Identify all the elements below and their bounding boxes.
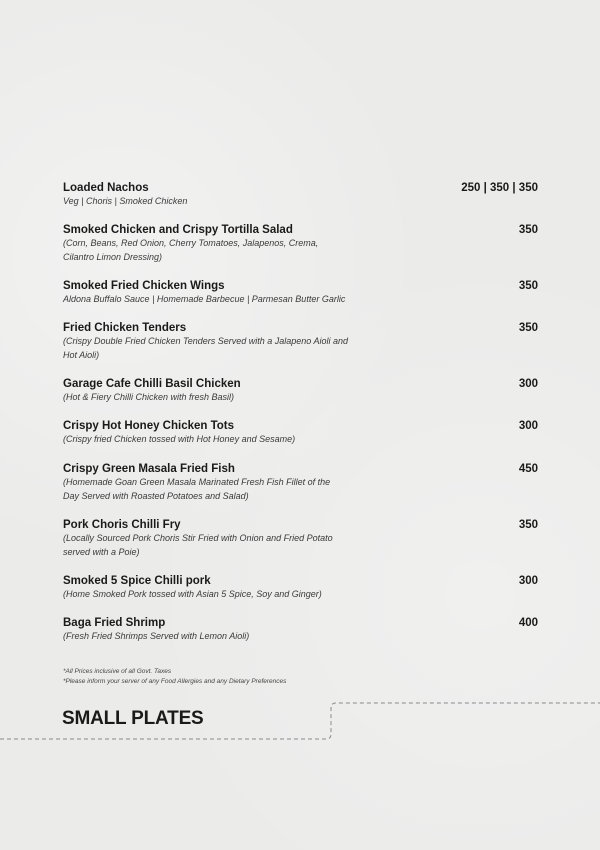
menu-item — [63, 518, 538, 559]
menu-item — [63, 574, 538, 602]
menu-item — [63, 616, 538, 644]
item-price: 300 — [518, 575, 538, 587]
menu-item — [63, 419, 538, 447]
item-price: 350 — [518, 224, 538, 236]
item-description: (Hot & Fiery Chilli Chicken with fresh Basil) — [63, 392, 235, 402]
item-name: Garage Cafe Chilli Basil Chicken — [63, 378, 241, 390]
item-description: (Locally Sourced Pork Choris Stir Fried with Onion and Fried Potato served with a Poie) — [63, 533, 333, 557]
item-price: 400 — [518, 617, 538, 629]
item-price: 450 — [518, 463, 538, 475]
item-name: Crispy Green Masala Fried Fish — [63, 463, 235, 475]
footnote-taxes: *All Prices inclusive of all Govt. Taxes — [63, 668, 172, 675]
item-name: Pork Choris Chilli Fry — [63, 519, 181, 531]
section-title: SMALL PLATES — [62, 708, 204, 729]
item-price: 350 — [518, 519, 538, 531]
item-description: (Homemade Goan Green Masala Marinated Fresh Fish Fillet of the Day Served with Roasted Potatoes and Salad) — [63, 477, 331, 501]
item-name: Baga Fried Shrimp — [63, 617, 166, 629]
footnote-allergies: *Please inform your server of any Food Allergies and any Dietary Preferences — [63, 678, 287, 685]
item-description: Aldona Buffalo Sauce | Homemade Barbecue | Parmesan Butter Garlic — [63, 294, 346, 304]
item-price: 350 — [518, 280, 538, 292]
item-description: (Fresh Fried Shrimps Served with Lemon Aioli) — [63, 631, 250, 641]
item-name: Fried Chicken Tenders — [63, 322, 187, 334]
item-price: 250 | 350 | 350 — [461, 182, 538, 194]
menu-item — [63, 223, 538, 264]
item-price: 350 — [518, 322, 538, 334]
item-description: (Corn, Beans, Red Onion, Cherry Tomatoes, Jalapenos, Crema, Cilantro Limon Dressing) — [63, 238, 319, 262]
menu-item — [63, 181, 538, 209]
item-name: Crispy Hot Honey Chicken Tots — [63, 420, 235, 432]
footnotes — [63, 667, 286, 687]
item-description: Veg | Choris | Smoked Chicken — [63, 196, 188, 206]
menu-item — [63, 377, 538, 405]
menu-item — [63, 279, 538, 307]
item-description: (Home Smoked Pork tossed with Asian 5 Spice, Soy and Ginger) — [63, 589, 322, 599]
item-price: 300 — [518, 378, 538, 390]
item-description: (Crispy Double Fried Chicken Tenders Served with a Jalapeno Aioli and Hot Aioli) — [63, 336, 348, 360]
item-name: Loaded Nachos — [63, 182, 149, 194]
item-description: (Crispy fried Chicken tossed with Hot Honey and Sesame) — [63, 434, 296, 444]
menu-item — [63, 321, 538, 362]
item-name: Smoked Chicken and Crispy Tortilla Salad — [63, 224, 293, 236]
item-name: Smoked Fried Chicken Wings — [63, 280, 225, 292]
menu-item — [63, 462, 538, 503]
item-price: 300 — [518, 420, 538, 432]
item-name: Smoked 5 Spice Chilli pork — [63, 575, 211, 587]
